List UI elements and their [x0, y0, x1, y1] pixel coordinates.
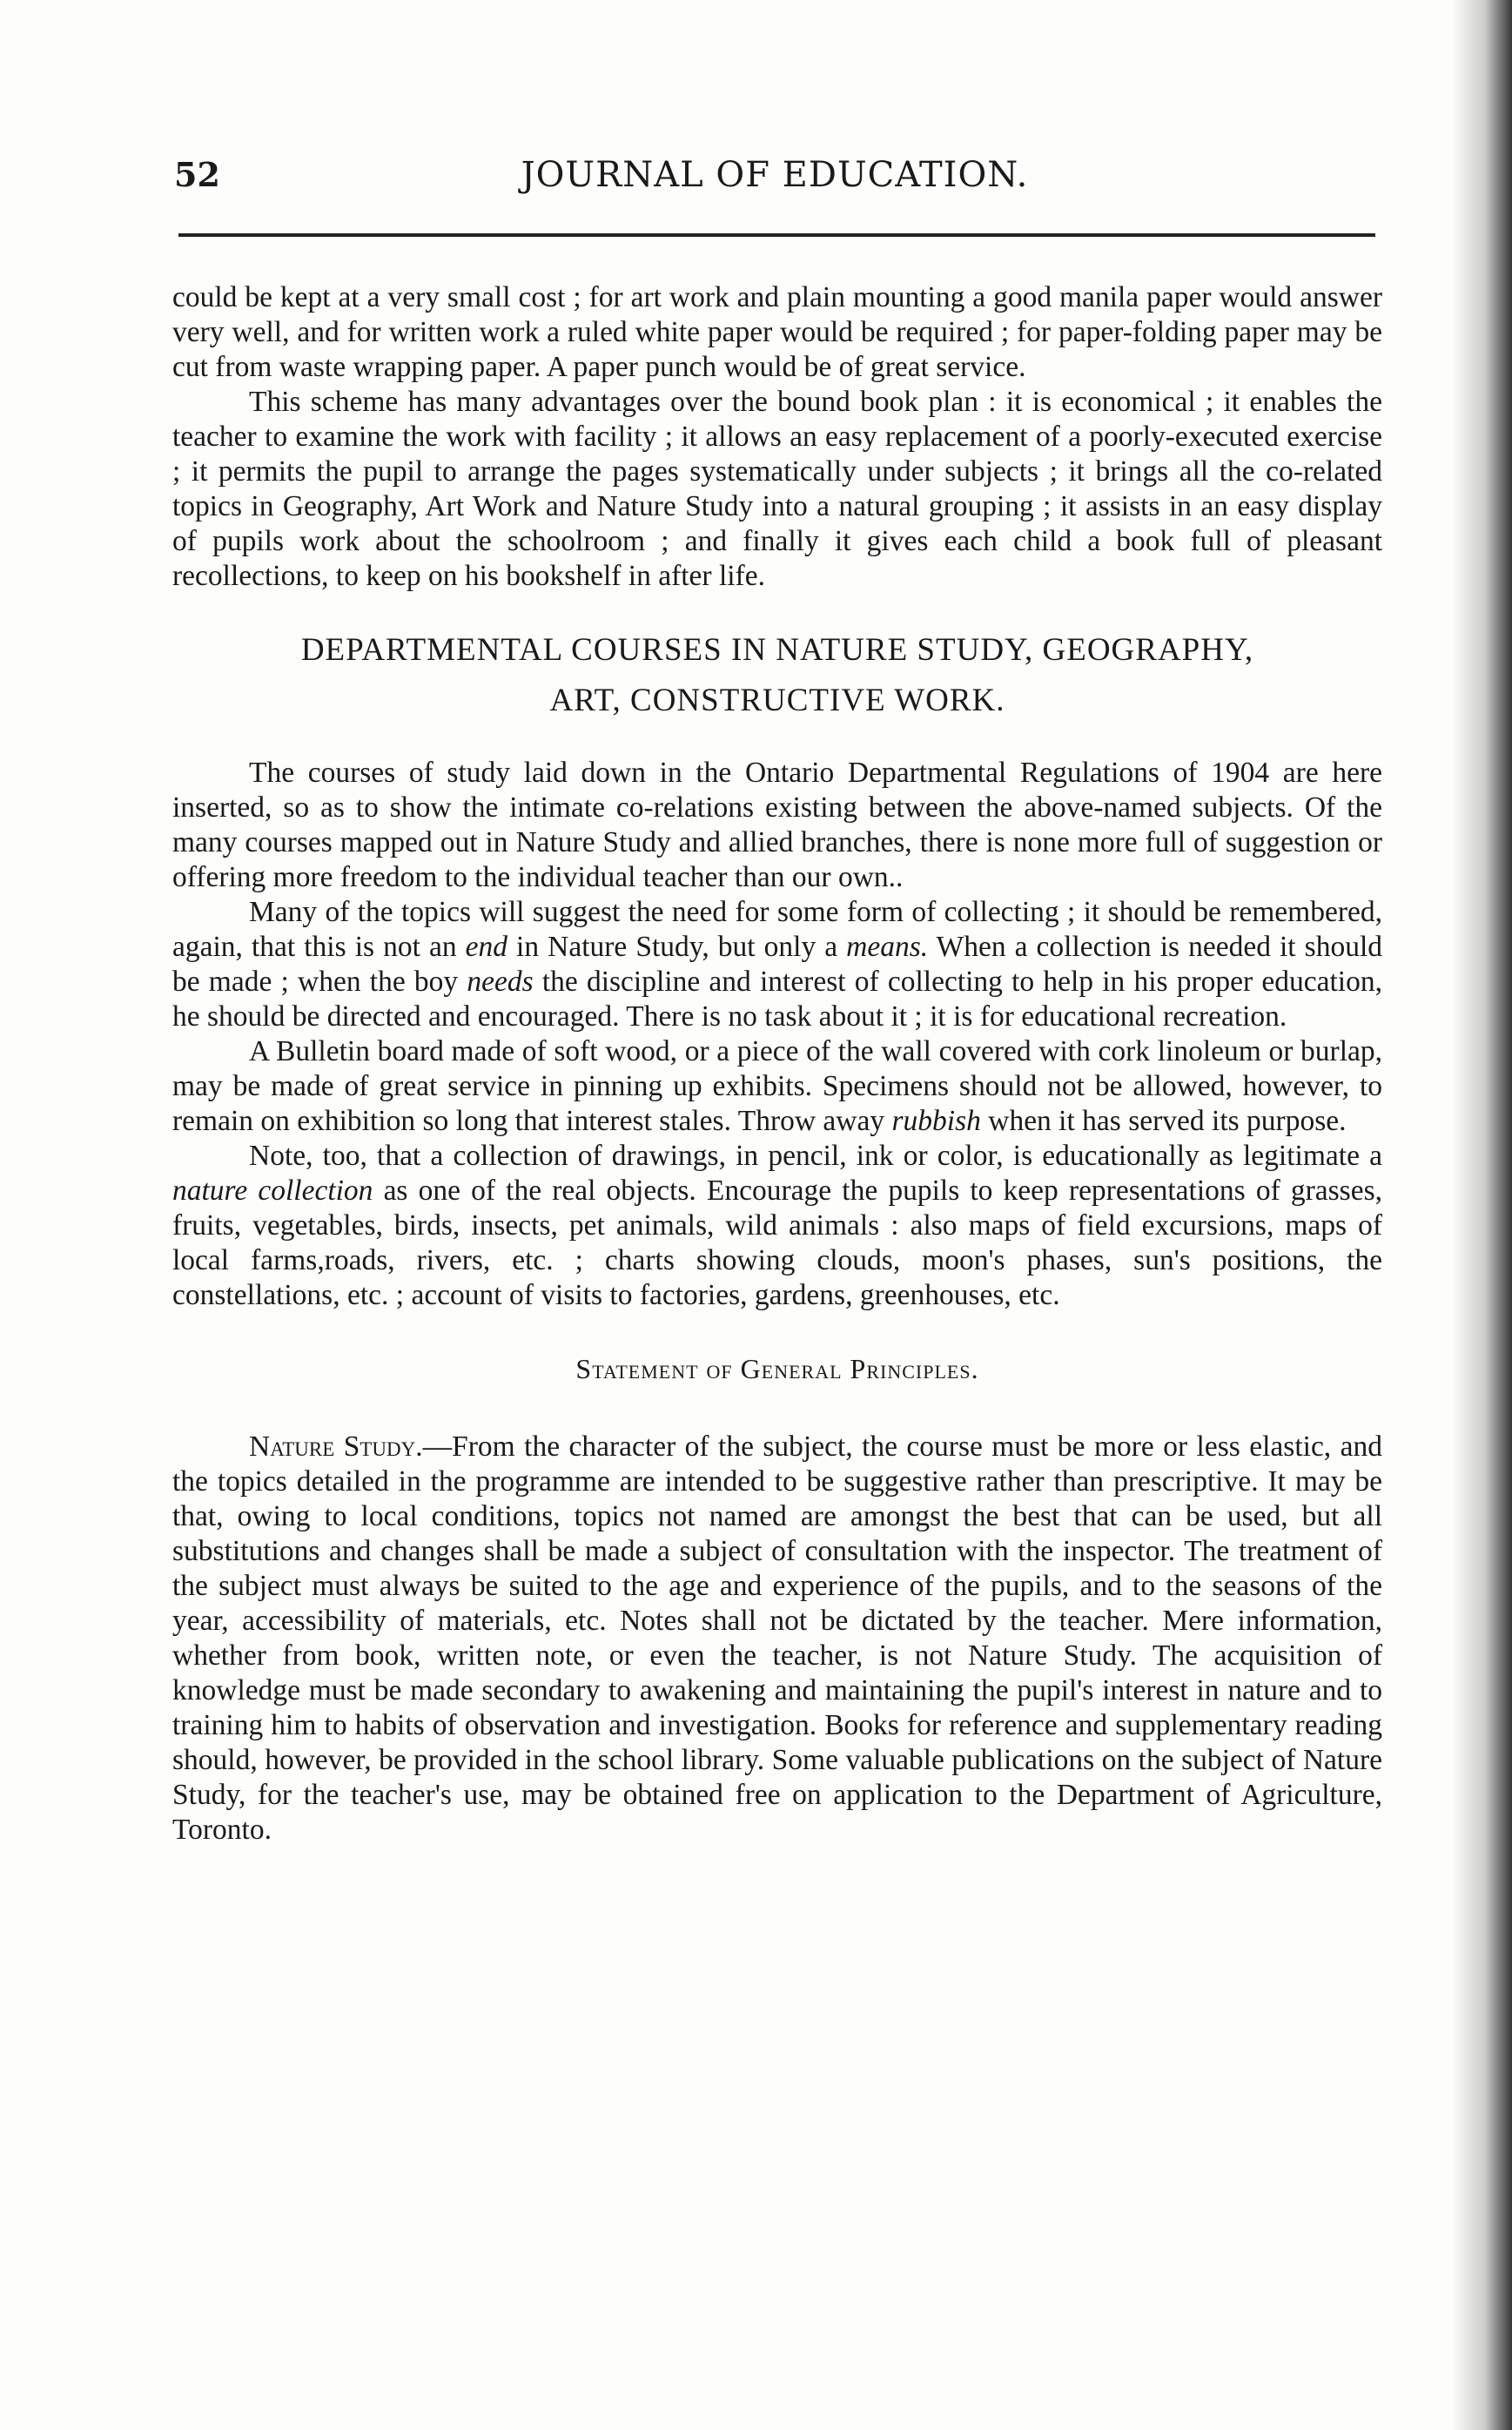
text-run: —From the character of the subject, the course must be more or less elastic, and the topics detailed in the programme are intended to be suggestive rather than prescriptive. It may be that, owing to local conditions, topics not named are amongst the best that can be used, but all substitutions and changes shall be made a subject of consultation with the inspector. The treatment of the subject must always be suited to the age and experience of the pupils, and to the seasons of the year, accessibility of materials, etc. Notes shall not be dictated by the teacher. Mere information, whether from book, written note, or even the teacher, is not Nature Study. The acquisition of knowledge must be made secondary to awakening and maintaining the pupil's interest in nature and to training him to habits of observation and investigation. Books for reference and supplementary reading should, however, be provided in the school library. Some valuable publications on the subject of Nature Study, for the teacher's use, may be obtained free on application to the Department of Agriculture, Toronto.	[172, 1430, 1382, 1846]
text-run: as one of the real objects. Encourage the pupils to keep representations of grasses, fruits, vegetables, birds, insects, pet animals, wild animals : also maps of field excursions, maps of local farms,roads, rivers, etc. ; charts showing clouds, moon's phases, sun's positions, the constellations, etc. ; account of visits to factories, gardens, greenhouses, etc.	[172, 1175, 1382, 1311]
paragraph-continuation: could be kept at a very small cost ; for art work and plain mounting a good manila paper would answer very well, and for written work a ruled white paper would be required ; for paper-folding paper may be cut from waste wrapping paper. A paper punch would be of great service.	[172, 281, 1382, 383]
subheading-general-principles: Statement of General Principles.	[575, 1353, 979, 1384]
text-run: A Bulletin board made of soft wood, or a piece of the wall covered with cork linoleum or burlap, may be made of great service in pinning up exhibits. Specimens should not be allowed, however, to remain on exhibition so long that interest stales. Throw away	[172, 1035, 1382, 1137]
section-heading-line-1: DEPARTMENTAL COURSES IN NATURE STUDY, GEOGRAPHY,	[300, 632, 1254, 668]
text-run: Note, too, that a collection of drawings, in pencil, ink or color, is educationally as legitimate a	[249, 1140, 1382, 1172]
nature-study-lead: Nature Study.	[249, 1430, 423, 1463]
paragraph-courses-of-study: The courses of study laid down in the Ontario Departmental Regulations of 1904 are here inserted, so as to show the intimate co-relations existing between the above-named subjects. Of the many courses mapped out in Nature Study and allied branches, there is none more full of suggestion or offering more freedom to the individual teacher than our own..	[172, 757, 1382, 893]
text-run: the discipline and interest of collecting to help in his proper education, he should be directed and encouraged. There is no task about it ; it is for educational recreation.	[172, 966, 1382, 1033]
paragraph-drawings-collection	[172, 1139, 1382, 1313]
emphasis-needs: needs	[467, 966, 534, 998]
emphasis-rubbish: rubbish	[891, 1105, 981, 1137]
header-rule	[178, 233, 1375, 237]
text-run: When a collection is needed it should be made ; when the boy	[172, 931, 1382, 998]
paragraph-nature-study	[172, 1430, 1382, 1848]
journal-title: JOURNAL OF EDUCATION.	[521, 155, 1029, 195]
paragraph-scheme-advantages: This scheme has many advantages over the bound book plan : it is economical ; it enables the teacher to examine the work with facility ; it allows an easy replacement of a poorly-executed exercise ; it permits the pupil to arrange the pages systematically under subjects ; it brings all the co-related topics in Geography, Art Work and Nature Study into a natural grouping ; it assists in an easy display of pupils work about the schoolroom ; and finally it gives each child a book full of pleasant recollections, to keep on his bookshelf in after life.	[172, 386, 1382, 592]
page-header	[174, 155, 1375, 207]
text-run: in Nature Study, but only a	[507, 931, 847, 963]
article-body	[172, 280, 1382, 1848]
paragraph-collecting	[172, 895, 1382, 1034]
page-edge-shadow	[1451, 0, 1512, 2430]
emphasis-end: end	[465, 931, 507, 963]
text-run: when it has served its purpose.	[980, 1105, 1347, 1137]
section-heading	[172, 625, 1382, 726]
section-heading-line-2: ART, CONSTRUCTIVE WORK.	[549, 683, 1005, 718]
emphasis-means: means.	[846, 931, 929, 963]
page-number: 52	[174, 155, 220, 194]
emphasis-nature-collection: nature collection	[172, 1175, 373, 1207]
paragraph-bulletin-board	[172, 1034, 1382, 1139]
text-run: Many of the topics will suggest the need for some form of collecting ; it should be remembered, again, that this is not an	[172, 896, 1382, 963]
